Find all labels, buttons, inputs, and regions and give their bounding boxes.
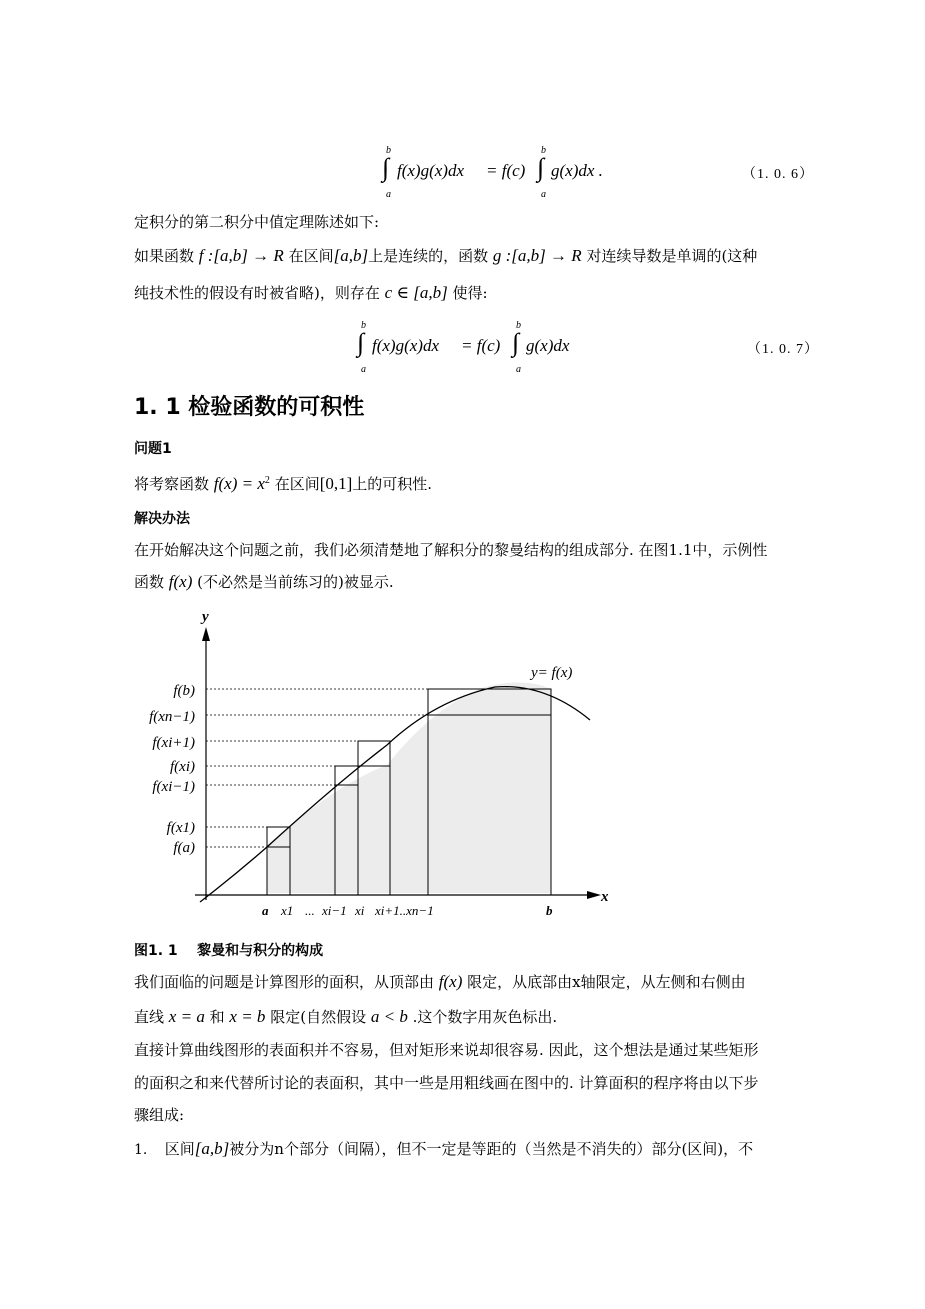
text-segment: 对连续导数是单调的(这种	[586, 247, 758, 265]
equation-number: （1. 0. 7）	[747, 342, 819, 357]
text-segment: 如果函数	[134, 247, 195, 265]
y-axis-label: y	[202, 609, 209, 625]
equation-rhs: g(x)dx	[526, 336, 570, 355]
paragraph-theorem-statement	[134, 246, 757, 266]
integral-lower-limit-2: a	[516, 364, 521, 375]
math-inline: [0,1]	[319, 474, 353, 493]
x-tick-label: x1	[281, 903, 294, 918]
integral-lower-limit-2: a	[541, 189, 546, 200]
y-tick-label: f(xi−1)	[152, 779, 195, 795]
text-segment: 在区间	[274, 475, 320, 493]
text-segment: 使得:	[452, 284, 488, 302]
math-inline: f :[a,b] → R	[198, 246, 284, 265]
text-segment: (不必然是当前练习的)被显示.	[197, 573, 394, 591]
math-inline: x = b	[229, 1007, 266, 1026]
riemann-sum-figure	[135, 605, 615, 925]
x-tick-label: b	[546, 903, 553, 918]
paragraph-method-line: 骤组成:	[134, 1106, 185, 1124]
integral-sign: ∫	[382, 153, 390, 182]
x-axis-arrow-icon	[587, 891, 601, 899]
text-segment: 在区间	[288, 247, 334, 265]
equation-1-0-6	[380, 145, 920, 200]
y-tick-label: f(xn−1)	[149, 709, 195, 725]
x-tick-label: xi	[355, 903, 365, 918]
y-tick-label: f(xi)	[170, 759, 195, 775]
y-axis-arrow-icon	[202, 627, 210, 641]
math-inline: f(x) = x	[213, 474, 265, 493]
paragraph-theorem-statement-cont	[134, 283, 488, 303]
shaded-area	[267, 682, 551, 893]
curve-label: y= f(x)	[531, 665, 573, 681]
integral-upper-limit: b	[386, 145, 391, 156]
math-inline: f(x)	[438, 972, 463, 991]
solution-paragraph-line	[134, 572, 394, 592]
section-title: 1. 1 检验函数的可积性	[134, 395, 365, 420]
text-segment: 直线	[134, 1008, 165, 1026]
x-tick-label: xi+1..xn−1	[375, 903, 434, 918]
equation-mid: = f(c)	[486, 161, 526, 180]
problem-text	[134, 471, 432, 494]
integral-sign-2: ∫	[512, 328, 520, 357]
problem-heading: 问题1	[134, 441, 172, 457]
x-tick-label: a	[262, 903, 269, 918]
integral-upper-limit-2: b	[541, 145, 546, 156]
figure-caption: 图1. 1 黎曼和与积分的构成	[134, 943, 324, 959]
equation-rhs: g(x)dx .	[551, 161, 603, 180]
equation-mid: = f(c)	[461, 336, 501, 355]
math-inline: f(x)	[168, 572, 193, 591]
y-tick-label: f(x1)	[166, 820, 195, 836]
text-segment: 上的可积性.	[352, 475, 433, 493]
math-inline: [a,b]	[194, 1139, 230, 1158]
equation-lhs: f(x)g(x)dx	[372, 336, 440, 355]
text-segment: 限定，从底部由x轴限定，从左侧和右侧由	[467, 973, 746, 991]
text-segment: 区间	[164, 1140, 195, 1158]
math-inline: [a,b]	[333, 246, 369, 265]
equation-1-0-7	[355, 320, 915, 375]
y-tick-label: f(xi+1)	[152, 735, 195, 751]
equation-lhs: f(x)g(x)dx	[397, 161, 465, 180]
solution-paragraph-line: 在开始解决这个问题之前，我们必须清楚地了解积分的黎曼结构的组成部分. 在图1.1中，示例性	[134, 541, 768, 559]
paragraph-problem-description	[134, 1007, 557, 1027]
math-inline: c ∈ [a,b]	[384, 283, 448, 302]
paragraph-method-line: 直接计算曲线图形的表面积并不容易，但对矩形来说却很容易. 因此，这个想法是通过某些矩形	[134, 1041, 759, 1059]
paragraph-method-line: 的面积之和来代替所讨论的表面积，其中一些是用粗线画在图中的. 计算面积的程序将由以下步	[134, 1074, 759, 1092]
list-item	[134, 1139, 753, 1160]
text-segment: 上是连续的，函数	[368, 247, 489, 265]
integral-lower-limit: a	[361, 364, 366, 375]
solution-heading: 解决办法	[134, 511, 190, 527]
integral-lower-limit: a	[386, 189, 391, 200]
math-inline: a < b	[370, 1007, 408, 1026]
integral-sign: ∫	[357, 328, 365, 357]
equation-number: （1. 0. 6）	[742, 167, 814, 182]
math-inline: g :[a,b] → R	[492, 246, 582, 265]
list-item-number: 1.	[134, 1142, 148, 1158]
paragraph-problem-description	[134, 972, 746, 992]
integral-sign-2: ∫	[537, 153, 545, 182]
text-segment: 将考察函数	[134, 475, 210, 493]
x-tick-label: ...	[305, 903, 315, 918]
math-superscript: 2	[264, 475, 270, 486]
math-inline: x = a	[168, 1007, 205, 1026]
text-segment: 函数	[134, 573, 165, 591]
text-segment: 和	[209, 1008, 225, 1026]
paragraph-theorem-intro: 定积分的第二积分中值定理陈述如下:	[134, 213, 380, 231]
text-segment: 我们面临的问题是计算图形的面积，从顶部由	[134, 973, 435, 991]
x-tick-label: xi−1	[322, 903, 347, 918]
text-segment: 被分为n个部分（间隔），但不一定是等距的（当然是不消失的）部分(区间)，不	[229, 1140, 754, 1158]
y-tick-label: f(a)	[173, 840, 195, 856]
text-segment: 限定(自然假设	[270, 1008, 367, 1026]
text-segment: 纯技术性的假设有时被省略)，则存在	[134, 284, 380, 302]
y-tick-label: f(b)	[173, 683, 195, 699]
integral-upper-limit-2: b	[516, 320, 521, 331]
x-axis-label: x	[601, 889, 609, 905]
integral-upper-limit: b	[361, 320, 366, 331]
text-segment: .这个数字用灰色标出.	[412, 1008, 558, 1026]
